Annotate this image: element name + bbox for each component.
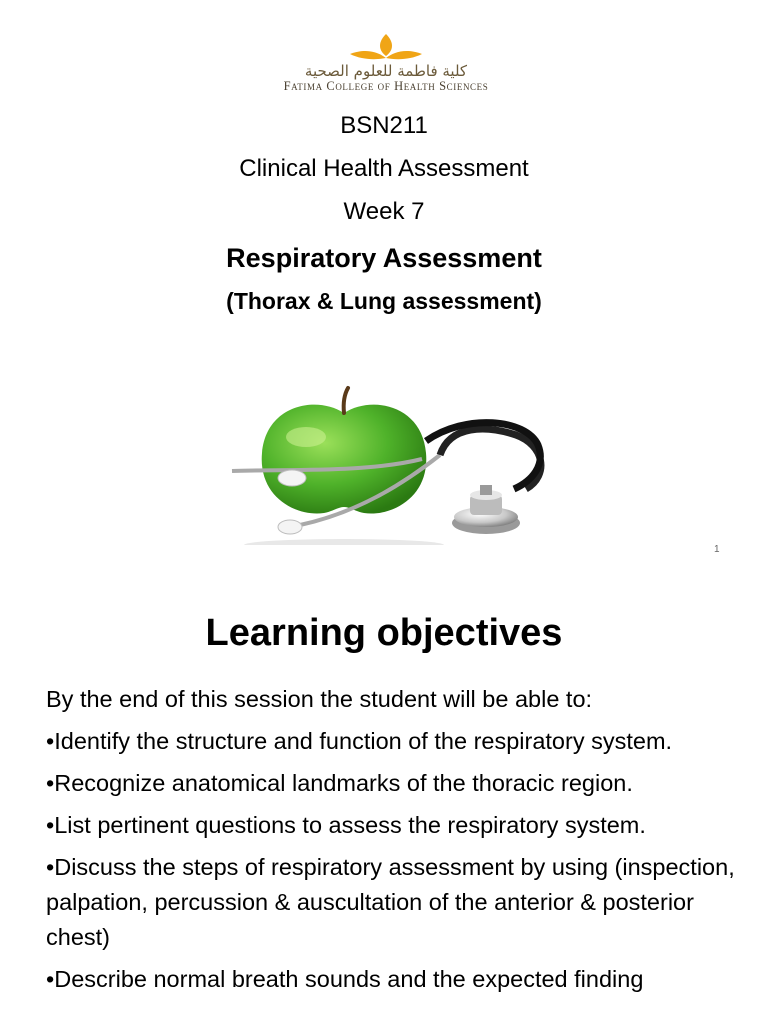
week-label: Week 7: [343, 198, 425, 225]
objective-item: •List pertinent questions to assess the respiratory system.: [46, 812, 646, 838]
objective-item: •Identify the structure and function of the respiratory system.: [46, 728, 673, 754]
topic-title: Respiratory Assessment: [226, 243, 542, 273]
college-logo: [218, 30, 554, 94]
course-name: Clinical Health Assessment: [239, 155, 529, 182]
objectives-slide: [0, 570, 768, 1024]
objectives-list: [46, 682, 736, 1004]
logo-arabic-text: كلية فاطمة للعلوم الصحية: [304, 62, 468, 80]
objective-item: •Describe normal breath sounds and the expected finding: [46, 966, 644, 992]
topic-subtitle: (Thorax & Lung assessment): [226, 288, 542, 314]
page-number: 1: [714, 544, 720, 555]
objective-item: •Recognize anatomical landmarks of the thoracic region.: [46, 770, 633, 796]
objective-item: •Discuss the steps of respiratory assessment by using (inspection, palpation, percussion & auscultation of the anterior & posterior chest): [46, 854, 735, 950]
logo-english-text: Fatima College of Health Sciences: [283, 79, 489, 93]
course-code: BSN211: [340, 112, 428, 139]
objectives-title: Learning objectives: [205, 612, 563, 654]
apple-stethoscope-icon: [226, 385, 556, 545]
lotus-logo-icon: [218, 30, 554, 64]
objectives-intro: By the end of this session the student will be able to:: [46, 686, 593, 712]
